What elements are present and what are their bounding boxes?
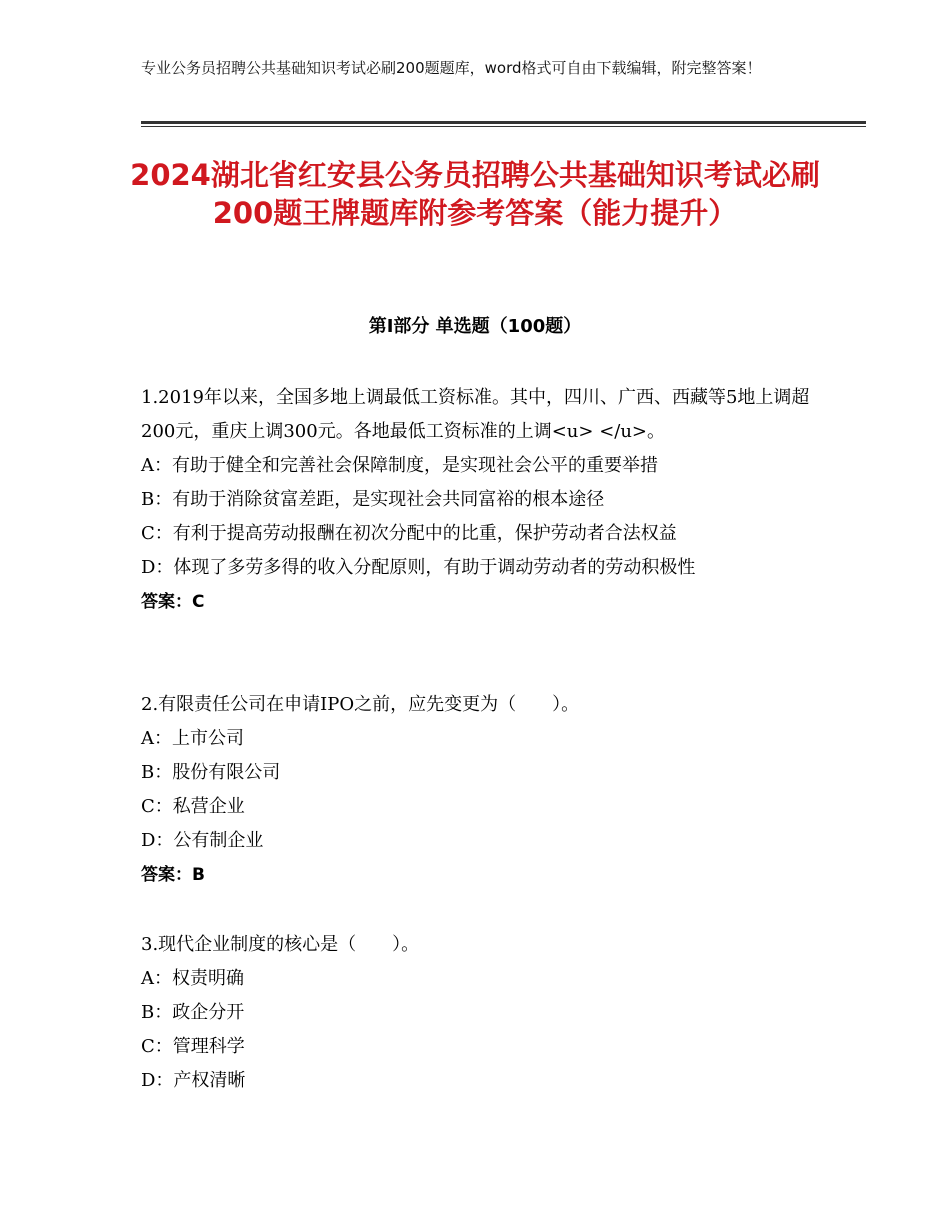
header-rule-thin <box>141 126 866 127</box>
option-c: C：私营企业 <box>141 796 245 817</box>
option-b: B：有助于消除贫富差距，是实现社会共同富裕的根本途径 <box>141 489 605 510</box>
option-c: C：有利于提高劳动报酬在初次分配中的比重，保护劳动者合法权益 <box>141 523 677 544</box>
option-a: A：上市公司 <box>141 728 244 749</box>
option-b: B：政企分开 <box>141 1002 245 1023</box>
option-d: D：产权清晰 <box>141 1070 246 1091</box>
header-rule-thick <box>141 121 866 124</box>
header-note: 专业公务员招聘公共基础知识考试必刷200题题库，word格式可自由下载编辑，附完整答案！ <box>141 59 762 77</box>
question-stem: 1.2019年以来，全国多地上调最低工资标准。其中，四川、广西、西藏等5地上调超200元，重庆上调300元。各地最低工资标准的上调<u> </u>。 <box>141 387 810 442</box>
question-3 <box>141 928 821 1098</box>
option-list <box>141 722 821 858</box>
option-a: A：权责明确 <box>141 968 244 989</box>
question-2 <box>141 688 821 892</box>
option-list <box>141 962 821 1098</box>
option-list <box>141 449 821 585</box>
option-a: A：有助于健全和完善社会保障制度，是实现社会公平的重要举措 <box>141 455 658 476</box>
question-stem: 2.有限责任公司在申请IPO之前，应先变更为（ ）。 <box>141 694 580 715</box>
answer: 答案：C <box>141 592 205 612</box>
document-title: 2024湖北省红安县公务员招聘公共基础知识考试必刷200题王牌题库附参考答案（能力提升） <box>130 158 820 230</box>
option-d: D：公有制企业 <box>141 830 264 851</box>
section-title: 第Ⅰ部分 单选题（100题） <box>368 316 582 337</box>
question-1 <box>141 381 821 619</box>
question-stem: 3.现代企业制度的核心是（ ）。 <box>141 934 420 955</box>
option-d: D：体现了多劳多得的收入分配原则，有助于调动劳动者的劳动积极性 <box>141 557 696 578</box>
option-c: C：管理科学 <box>141 1036 245 1057</box>
answer: 答案：B <box>141 865 205 885</box>
option-b: B：股份有限公司 <box>141 762 281 783</box>
